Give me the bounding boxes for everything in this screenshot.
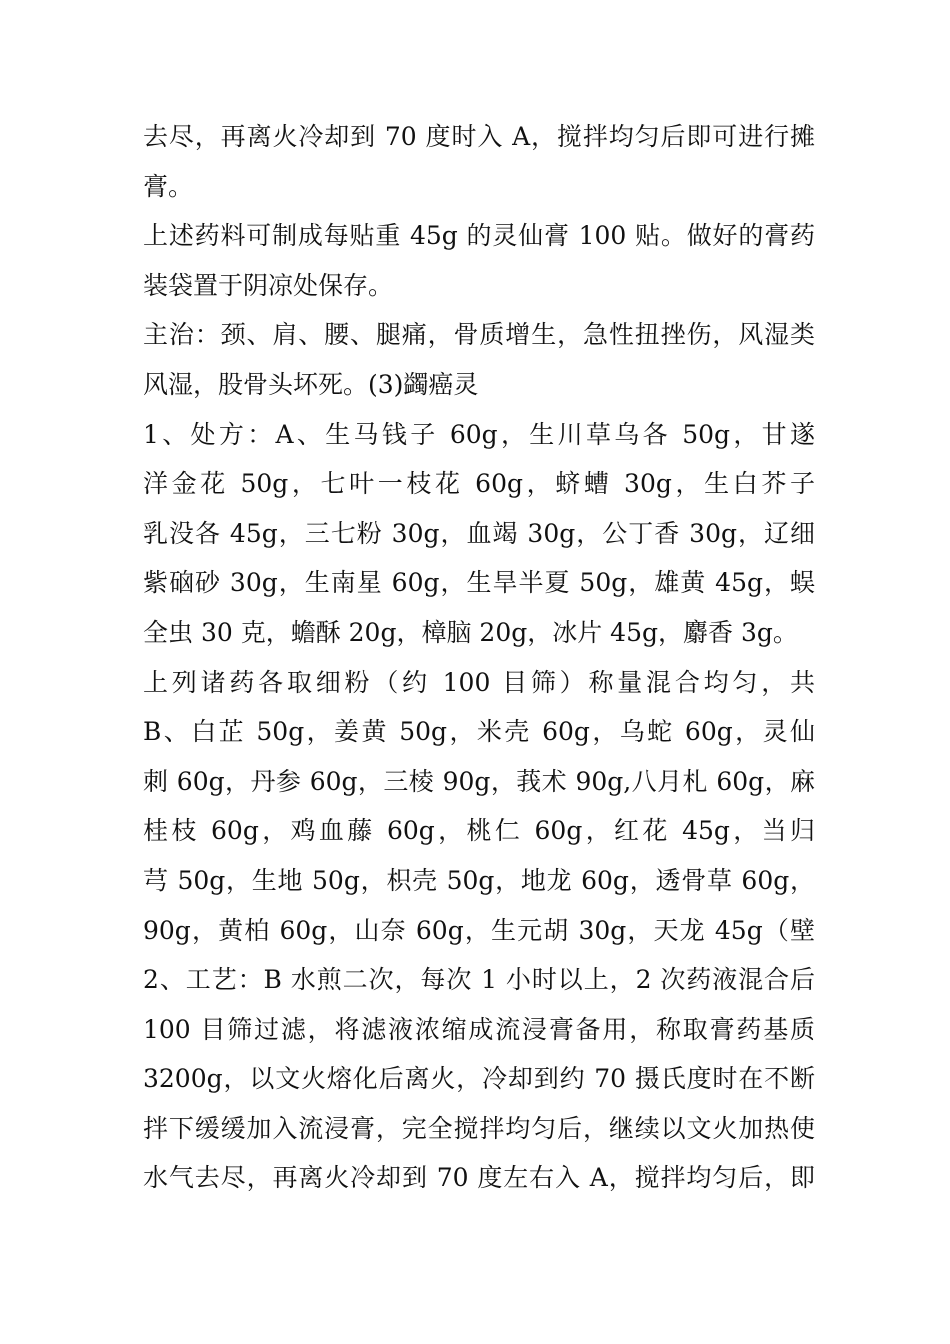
text-line: 乳没各 45g，三七粉 30g，血竭 30g，公丁香 30g，辽细 <box>143 518 815 548</box>
text-line: 上列诸药各取细粉（约 100 目筛）称量混合均匀，共 <box>143 667 815 697</box>
text-line: 桂枝 60g，鸡血藤 60g，桃仁 60g，红花 45g，当归 <box>143 816 815 846</box>
text-line: 主治：颈、肩、腰、腿痛，骨质增生，急性扭挫伤，风湿类 <box>143 320 815 350</box>
text-line: 紫硇砂 30g，生南星 60g，生旱半夏 50g，雄黄 45g，蜈 <box>143 568 815 598</box>
text-line: B、白芷 50g，姜黄 50g，米壳 60g，乌蛇 60g，灵仙 <box>143 717 815 747</box>
text-line: 1、处方：A、生马钱子 60g，生川草乌各 50g，甘遂 <box>143 419 815 449</box>
document-body <box>143 112 815 1203</box>
text-line: 膏。 <box>143 171 194 201</box>
text-line: 芎 50g，生地 50g，枳壳 50g，地龙 60g，透骨草 60g， <box>143 865 815 895</box>
text-line: 风湿，股骨头坏死。(3)蠲癌灵 <box>143 369 479 399</box>
text-line: 水气去尽，再离火冷却到 70 度左右入 A，搅拌均匀后，即 <box>143 1163 815 1193</box>
text-line: 90g，黄柏 60g，山奈 60g，生元胡 30g，天龙 45g（壁 <box>143 915 815 945</box>
text-line: 100 目筛过滤，将滤液浓缩成流浸膏备用，称取膏药基质 <box>143 1014 815 1044</box>
text-line: 洋金花 50g，七叶一枝花 60g，蛴螬 30g，生白芥子 <box>143 469 815 499</box>
text-line: 全虫 30 克，蟾酥 20g，樟脑 20g，冰片 45g，麝香 3g。 <box>143 617 798 647</box>
text-line: 3200g，以文火熔化后离火，冷却到约 70 摄氏度时在不断 <box>143 1064 815 1094</box>
text-line: 2、工艺：B 水煎二次，每次 1 小时以上，2 次药液混合后 <box>143 965 815 995</box>
text-line: 拌下缓缓加入流浸膏，完全搅拌均匀后，继续以文火加热使 <box>143 1113 815 1143</box>
text-line: 上述药料可制成每贴重 45g 的灵仙膏 100 贴。做好的膏药 <box>143 221 815 251</box>
text-line: 去尽，再离火冷却到 70 度时入 A，搅拌均匀后即可进行摊 <box>143 122 815 151</box>
text-line: 刺 60g，丹参 60g，三棱 90g，莪术 90g,八月札 60g，麻 <box>143 766 815 796</box>
text-line: 装袋置于阴凉处保存。 <box>143 270 394 300</box>
